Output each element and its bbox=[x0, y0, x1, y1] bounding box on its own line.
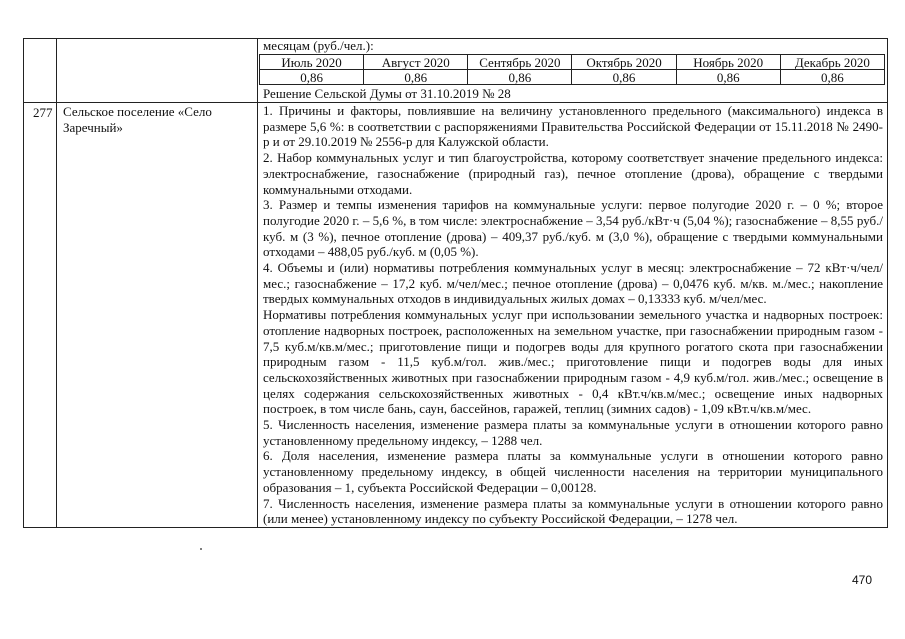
paragraph-population-count: 5. Численность населения, изменение размера платы за коммунальные услуги в отношении которого равно установленному предельному индексу, – 1288 чел. bbox=[263, 417, 883, 448]
months-header-row bbox=[260, 55, 885, 70]
month-value: 0,86 bbox=[364, 70, 468, 85]
month-value: 0,86 bbox=[260, 70, 364, 85]
month-header: Сентябрь 2020 bbox=[468, 55, 572, 70]
paragraph-tariffs: 3. Размер и темпы изменения тарифов на коммунальные услуги: первое полугодие 2020 г. – 0 %; второе полугодие 2020 г. – 5,6 %, в том числе: электроснабжение – 3,54 руб./кВт·ч (5,04 %); газоснабжение – 8,55 руб./куб. м (3 %), печное отопление (дрова) – 409,37 руб./куб. м (3,0 %), обращение с твердыми коммунальными отходами – 488,05 руб./куб. м (0,05 %). bbox=[263, 197, 883, 260]
paragraph-land-norms: Нормативы потребления коммунальных услуг при использовании земельного участка и надворных построек: отопление надворных построек, расположенных на земельном участке, при газоснабжении природным газом - 7,5 куб.м/кв.м/мес.; приготовление пищи и подогрев воды для крупного рогатого скота при газоснабжении природным газом - 11,5 куб.м/гол. жив./мес.; приготовление пищи и подогрев воды для иных сельскохозяйственных животных при газоснабжении природным газом - 4,9 куб.м/гол. жив./мес.; освещение в целях содержания сельскохозяйственных животных - 0,4 кВт.ч/кв.м/мес.; освещение иных надворных построек, в том числе бань, саун, бассейнов, гаражей, теплиц (зимних садов) - 1,09 кВт.ч/кв.м/мес. bbox=[263, 307, 883, 417]
table-row-277 bbox=[24, 103, 888, 528]
month-header: Июль 2020 bbox=[260, 55, 364, 70]
months-value-row bbox=[260, 70, 885, 85]
month-header: Ноябрь 2020 bbox=[676, 55, 780, 70]
paragraph-reasons: 1. Причины и факторы, повлиявшие на величину установленного предельного (максимального) индекса в размере 5,6 %: в соответствии с распоряжениями Правительства Российской Федерации от 15.11.2018 № 2490-р и от 29.10.2019 № 2556-р для Калужской области. bbox=[263, 103, 883, 150]
monthly-payments-table bbox=[259, 54, 885, 85]
paragraph-population-share: 6. Доля населения, изменение размера платы за коммунальные услуги в отношении которого равно установленному предельному индексу, в общей численности населения на территории муниципального образования – 1, субъекта Российской Федерации – 0,00128. bbox=[263, 448, 883, 495]
row-number: 277 bbox=[24, 103, 57, 528]
table-row-continuation bbox=[24, 39, 888, 103]
content-cell-continuation bbox=[258, 39, 888, 103]
month-header: Декабрь 2020 bbox=[780, 55, 884, 70]
month-value: 0,86 bbox=[572, 70, 676, 85]
paragraph-population-below: 7. Численность населения, изменение размера платы за коммунальные услуги в отношении которого равно (или менее) установленному индексу по субъекту Российской Федерации, – 1278 чел. bbox=[263, 495, 883, 527]
number-cell-empty bbox=[24, 39, 57, 103]
settlement-name: Сельское поселение «Село Заречный» bbox=[57, 103, 258, 528]
month-value: 0,86 bbox=[468, 70, 572, 85]
paragraph-services-set: 2. Набор коммунальных услуг и тип благоустройства, которому соответствует значение предельного индекса: электроснабжение, газоснабжение (природный газ), печное отопление (дрова), обращение с твердыми коммунальными отходами. bbox=[263, 150, 883, 197]
months-label: месяцам (руб./чел.): bbox=[263, 38, 374, 53]
name-cell-empty bbox=[57, 39, 258, 103]
paragraph-volumes: 4. Объемы и (или) нормативы потребления коммунальных услуг в месяц: электроснабжение – 72 кВт·ч/чел/мес.; газоснабжение – 17,2 куб. м/чел/мес.; печное отопление (дрова) – 0,0476 куб. м/кв. м./мес.; накопление твердых коммунальных отходов в индивидуальных жилых домах – 0,13333 куб. м/чел/мес. bbox=[263, 260, 883, 307]
month-header: Август 2020 bbox=[364, 55, 468, 70]
month-value: 0,86 bbox=[780, 70, 884, 85]
index-table bbox=[23, 38, 888, 528]
row-content bbox=[258, 103, 888, 528]
decision-reference: Решение Сельской Думы от 31.10.2019 № 28 bbox=[263, 86, 511, 101]
scan-speck bbox=[200, 548, 202, 550]
page-number: 470 bbox=[852, 573, 873, 587]
month-value: 0,86 bbox=[676, 70, 780, 85]
month-header: Октябрь 2020 bbox=[572, 55, 676, 70]
